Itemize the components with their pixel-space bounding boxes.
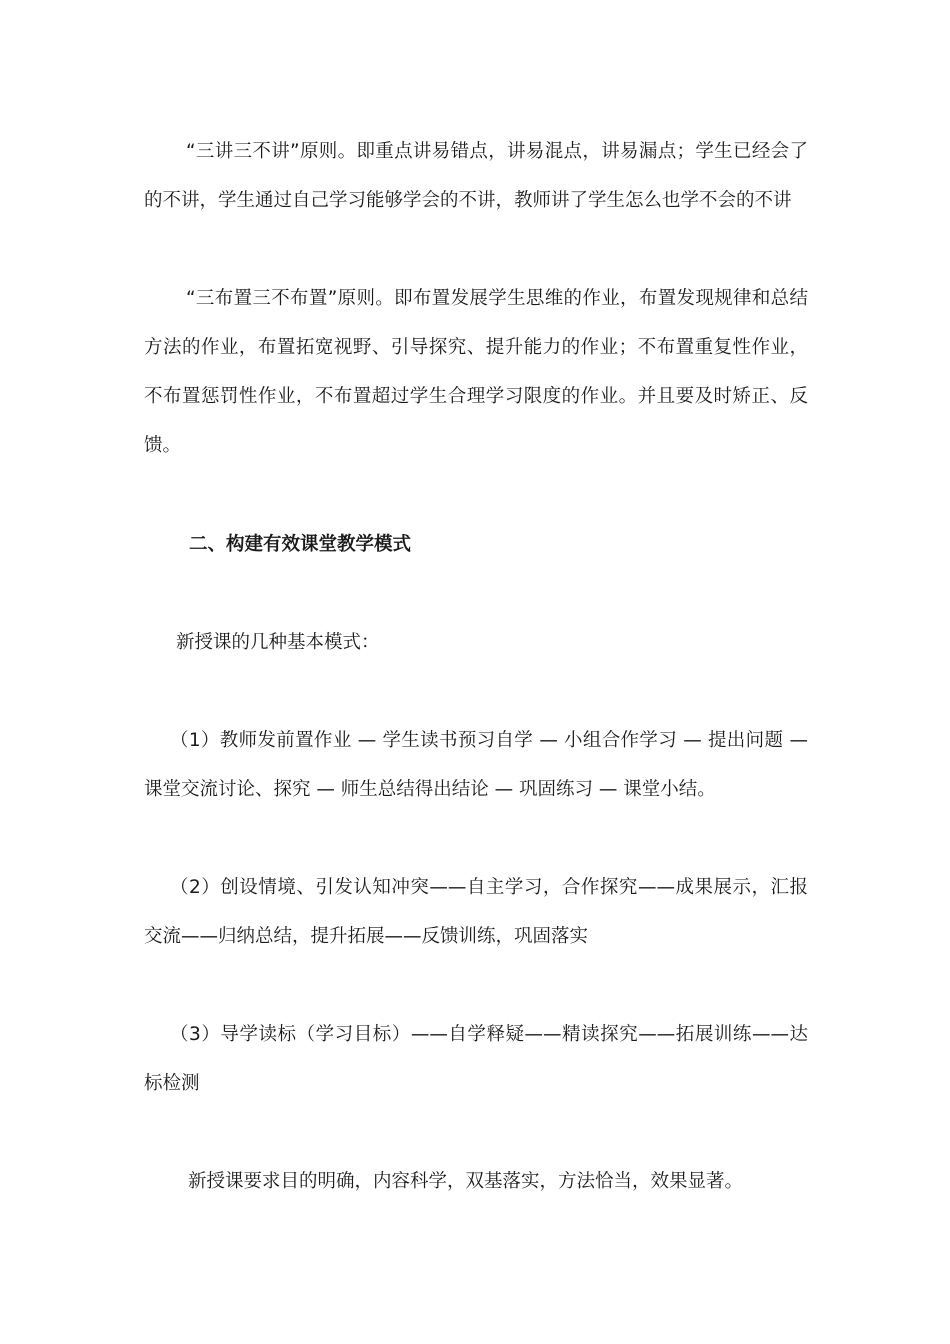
mode-3: （3）导学读标（学习目标）——自学释疑——精读探究——拓展训练——达标检测 — [144, 1024, 808, 1094]
modes-intro: 新授课的几种基本模式： — [176, 632, 380, 653]
new-lesson-requirement: 新授课要求目的明确，内容科学，双基落实，方法恰当，效果显著。 — [188, 1171, 744, 1192]
mode-2: （2）创设情境、引发认知冲突——自主学习，合作探究——成果展示，汇报交流——归纳总结，提升拓展——反馈训练，巩固落实 — [144, 877, 808, 947]
mode-1: （1）教师发前置作业 — 学生读书预习自学 — 小组合作学习 — 提出问题 — 课堂交流讨论、探究 — 师生总结得出结论 — 巩固练习 — 课堂小结。 — [144, 730, 808, 800]
paragraph-three-assign-principle: “三布置三不布置”原则。即布置发展学生思维的作业，布置发现规律和总结方法的作业，布置拓宽视野、引导探究、提升能力的作业；不布置重复性作业，不布置惩罚性作业，不布置超过学生合理学习限度的作业。并且要及时矫正、反馈。 — [144, 288, 808, 456]
section-heading: 二、构建有效课堂教学模式 — [189, 534, 412, 555]
paragraph-three-speak-principle: “三讲三不讲”原则。即重点讲易错点，讲易混点，讲易漏点；学生已经会了的不讲，学生通过自己学习能够学会的不讲，教师讲了学生怎么也学不会的不讲 — [144, 141, 808, 211]
